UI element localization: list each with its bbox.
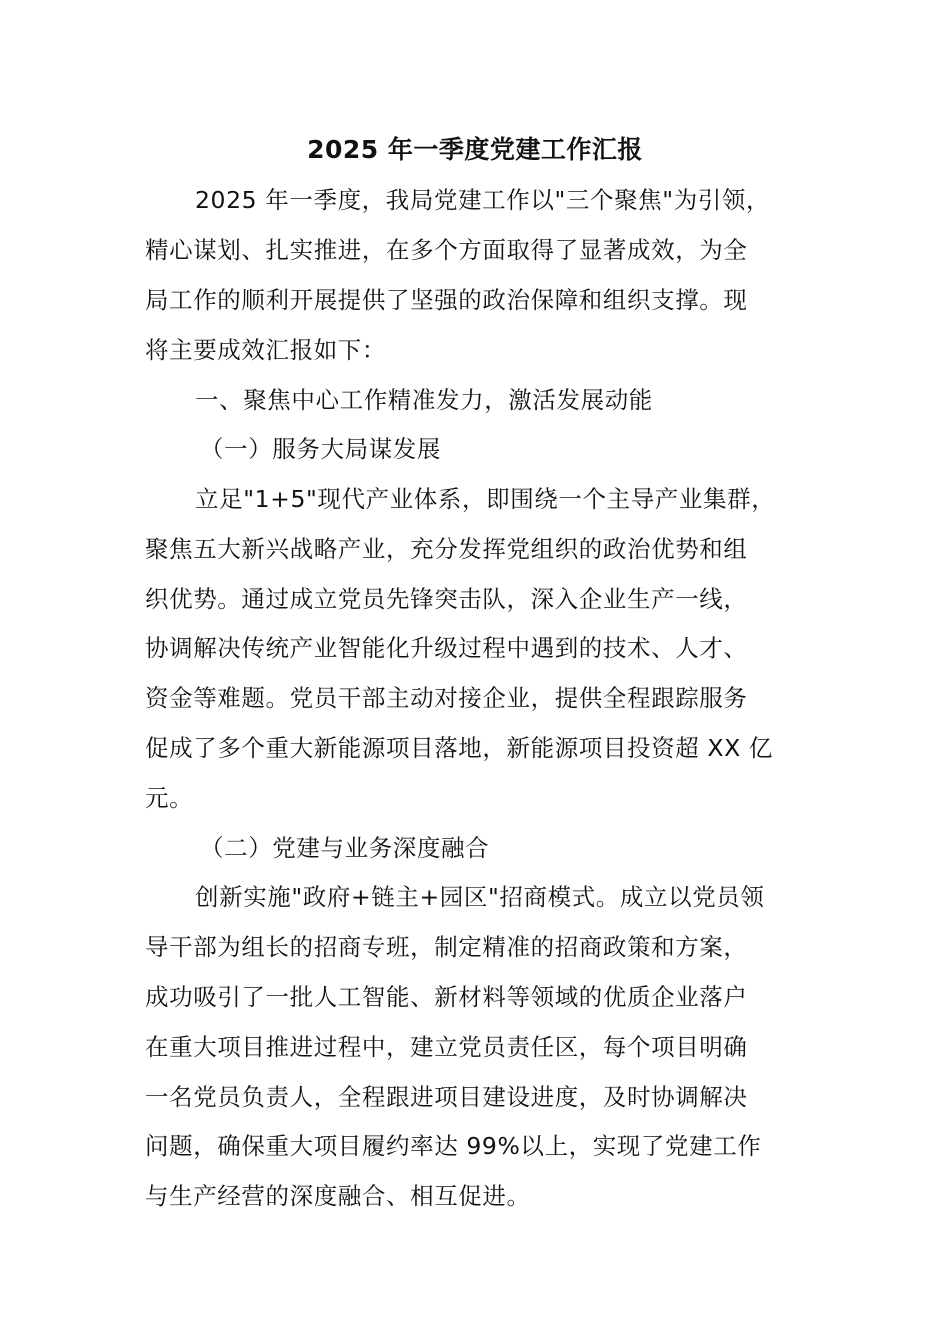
document-title: 2025 年一季度党建工作汇报: [307, 135, 643, 164]
paragraph-2-line-7: 与生产经营的深度融合、相互促进。: [145, 1182, 531, 1210]
paragraph-1-line-1: 立足"1+5"现代产业体系，即围绕一个主导产业集群，: [195, 485, 776, 513]
paragraph-1-line-6: 促成了多个重大新能源项目落地，新能源项目投资超 XX 亿: [145, 734, 773, 762]
paragraph-2-line-6: 问题，确保重大项目履约率达 99%以上，实现了党建工作: [145, 1132, 762, 1160]
paragraph-1-line-4: 协调解决传统产业智能化升级过程中遇到的技术、人才、: [145, 634, 748, 662]
paragraph-1-line-2: 聚焦五大新兴战略产业，充分发挥党组织的政治优势和组: [145, 535, 748, 563]
paragraph-intro-line-2: 精心谋划、扎实推进，在多个方面取得了显著成效，为全: [145, 236, 748, 264]
paragraph-1-line-5: 资金等难题。党员干部主动对接企业，提供全程跟踪服务: [145, 684, 748, 712]
section-heading-1: 一、聚焦中心工作精准发力，激活发展动能: [195, 386, 653, 414]
paragraph-intro-line-1: 2025 年一季度，我局党建工作以"三个聚焦"为引领，: [195, 186, 771, 214]
paragraph-2-line-3: 成功吸引了一批人工智能、新材料等领域的优质企业落户: [145, 983, 748, 1011]
paragraph-intro-line-4: 将主要成效汇报如下：: [145, 336, 386, 364]
paragraph-1-line-7: 元。: [145, 784, 194, 812]
paragraph-2-line-4: 在重大项目推进过程中，建立党员责任区，每个项目明确: [145, 1033, 748, 1061]
paragraph-2-line-2: 导干部为组长的招商专班，制定精准的招商政策和方案，: [145, 933, 748, 961]
subsection-heading-1: （一）服务大局谋发展: [200, 435, 441, 463]
paragraph-2-line-1: 创新实施"政府+链主+园区"招商模式。成立以党员领: [195, 883, 765, 911]
paragraph-intro-line-3: 局工作的顺利开展提供了坚强的政治保障和组织支撑。现: [145, 286, 748, 314]
paragraph-1-line-3: 织优势。通过成立党员先锋突击队，深入企业生产一线，: [145, 585, 748, 613]
paragraph-2-line-5: 一名党员负责人，全程跟进项目建设进度，及时协调解决: [145, 1083, 748, 1111]
subsection-heading-2: （二）党建与业务深度融合: [200, 834, 490, 862]
